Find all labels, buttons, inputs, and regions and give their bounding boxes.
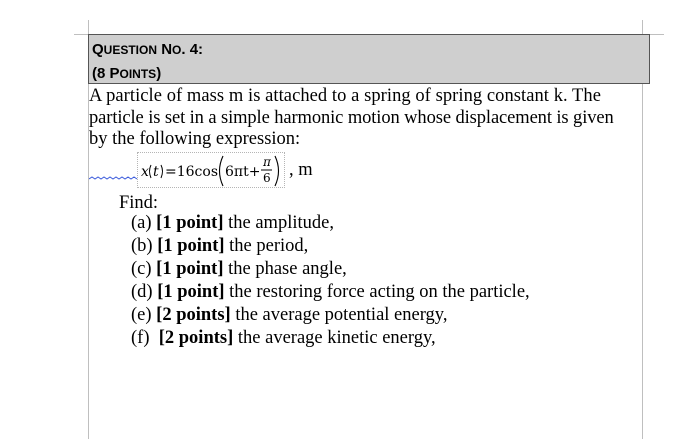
eq-t: t: [153, 164, 159, 180]
margin-guide-right-horizontal: [650, 34, 664, 35]
equation-unit: , m: [289, 160, 313, 180]
eq-paren-right: [161, 165, 163, 178]
question-header-box: [88, 34, 650, 84]
task-list: [131, 212, 530, 350]
question-points: (8 POINTS): [92, 65, 162, 82]
displacement-equation: [139, 152, 284, 188]
page-right-border: [642, 84, 643, 439]
statement-line-1: A particle of mass m is attached to a spring of spring constant k. The: [89, 86, 601, 106]
task-item-d: (d) [1 point] the restoring force acting on the particle,: [131, 282, 530, 302]
spellcheck-squiggle: [89, 176, 139, 182]
task-item-f: (f) [2 points] the average kinetic energy,: [131, 328, 436, 348]
eq-frac-den: 6: [263, 171, 271, 185]
displacement-equation-row: [89, 152, 409, 188]
question-title: QUESTION NO. 4:: [92, 41, 204, 58]
task-item-a: (a) [1 point] the amplitude,: [131, 213, 334, 233]
eq-inner: 6πt+: [225, 164, 261, 180]
statement-line-3: by the following expression:: [89, 129, 301, 149]
eq-big-paren-right: [275, 156, 279, 186]
eq-paren-left: [150, 165, 152, 178]
eq-frac-num: π: [263, 155, 271, 169]
eq-equals-coef: =16cos: [165, 164, 218, 180]
statement-line-2: particle is set in a simple harmonic motion whose displacement is given: [89, 107, 614, 128]
margin-guide-left-vertical: [88, 20, 89, 34]
task-item-b: (b) [1 point] the period,: [131, 236, 309, 256]
problem-statement: [89, 86, 642, 151]
eq-x: x: [141, 164, 149, 180]
task-item-c: (c) [1 point] the phase angle,: [131, 259, 347, 279]
task-item-e: (e) [2 points] the average potential energy,: [131, 305, 448, 325]
margin-guide-left-horizontal: [74, 34, 88, 35]
eq-big-paren-left: [220, 156, 224, 186]
find-label: Find:: [119, 193, 159, 213]
margin-guide-right-vertical: [642, 20, 643, 34]
